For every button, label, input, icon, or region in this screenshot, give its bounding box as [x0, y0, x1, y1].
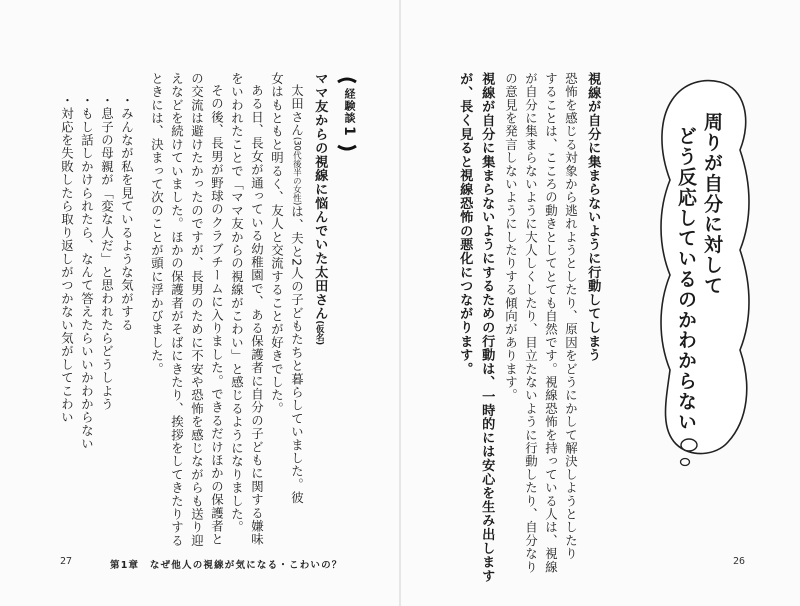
page-number-right: 26: [733, 556, 746, 567]
episode-body-text: は、夫と2人の子どもたちと暮らしていました。彼: [289, 205, 305, 505]
section-heading: 視線が自分に集まらないように行動してしまう: [585, 72, 601, 362]
episode-body-line-3: ある日、長女が通っている幼稚園で、ある保護者に自分の子どもに関する嫌味: [249, 84, 265, 546]
episode-number: 1: [341, 126, 357, 136]
bullet-item-2: ・息子の母親が「変な人だ」と思われたらどうしよう: [99, 94, 115, 411]
episode-body-line-5: その後、長男が野球のクラブチームに入りました。できるだけほかの保護者と: [209, 84, 225, 546]
episode-body-line-7: えなどを続けていました。ほかの保護者がそばにきたり、挨拶をしてきたりする: [169, 72, 185, 548]
episode-label: 経験談: [343, 88, 356, 124]
episode-title: [313, 72, 326, 345]
body-line-2: することは、こころの動きとしてとても自然です。視線恐怖を持っている人は、視線: [543, 72, 559, 574]
body-line-4: の意見を発言しないようにしたりする傾向があります。: [503, 72, 519, 402]
episode-body-line-8: ときには、決まって次のことが頭に浮かびました。: [149, 72, 165, 376]
episode-title-note: (仮名): [314, 320, 325, 346]
body-line-3: が自分に集まらないように大人しくしたり、目立たないように行動したり、自分なり: [523, 72, 539, 574]
episode-body-note: (30代後半の女性): [291, 136, 302, 206]
bullet-item-1: ・みんなが私を見ているような気がする: [119, 94, 135, 332]
episode-title-text: ママ友からの視線に悩んでいた太田さん: [312, 72, 328, 321]
body-line-1: 恐怖を感じる対象から逃れようとしたり、原因をどうにかして解決しようとしたり: [563, 72, 579, 561]
bullet-item-3: ・もし話しかけられたら、なんて答えたらいいかわからない: [79, 94, 95, 451]
bubble-title-line-1: 周りが自分に対して: [701, 112, 723, 296]
bullet-item-4: ・対応を失敗したら取り返しがつかない気がしてこわい: [59, 94, 75, 424]
conclusion-line-1: 視線が自分に集まらないようにするための行動は、一時的には安心を生み出します: [479, 72, 495, 583]
episode-badge: [335, 74, 359, 154]
episode-body-line-2: 女はもともと明るく、友人と交流することが好きでした。: [269, 72, 285, 416]
episode-body-line-1: [289, 84, 305, 505]
page-number-left: 27: [60, 556, 73, 567]
episode-body-line-4: をいわれたことで「ママ友からの視線がこわい」と感じるようになりました。: [229, 72, 245, 534]
episode-body-line-6: の交流は避けたかったのですが、長男のために不安や恐怖を感じながらも送り迎: [189, 72, 205, 548]
bubble-title-line-2: どう反応しているのかわからない: [675, 126, 697, 432]
chapter-title: 第1章 なぜ他人の視線が気になる・こわいの？: [110, 560, 343, 571]
conclusion-line-2: が、長く見ると視線恐怖の悪化につながります。: [457, 72, 473, 376]
episode-body-text: 太田さん: [289, 84, 305, 137]
